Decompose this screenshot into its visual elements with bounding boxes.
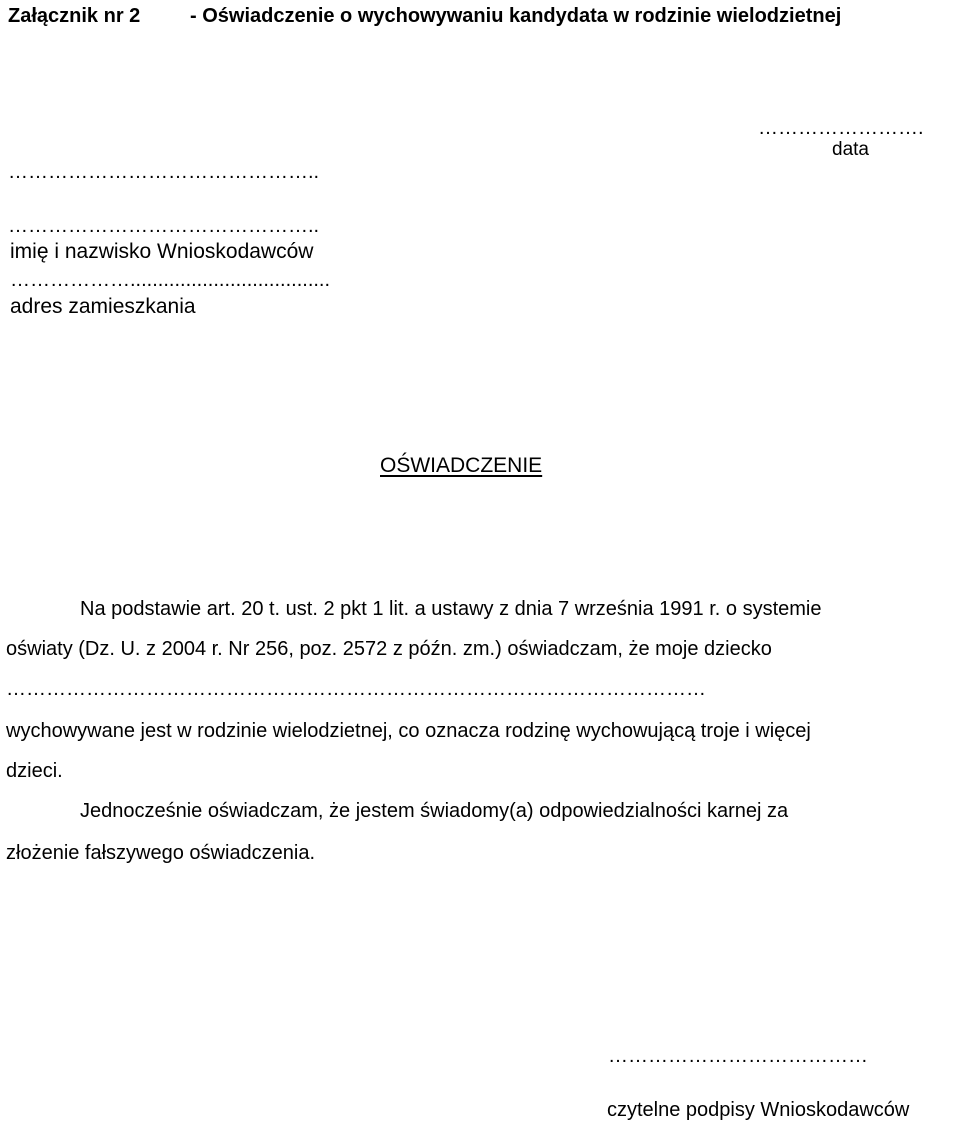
- statement-line-1: Na podstawie art. 20 t. ust. 2 pkt 1 lit. a ustawy z dnia 7 września 1991 r. o systemie: [80, 598, 822, 620]
- date-dotted-line: …………………….: [758, 117, 924, 139]
- statement-title: OŚWIADCZENIE: [380, 454, 543, 477]
- statement-line-4: wychowywane jest w rodzinie wielodzietnej, co oznacza rodzinę wychowującą troje i więcej: [6, 720, 811, 742]
- applicant-dotted-line-2: ………………………………………..: [8, 215, 320, 237]
- applicant-dotted-line-1: ………………………………………..: [8, 161, 320, 183]
- signature-label: czytelne podpisy Wnioskodawców: [607, 1099, 910, 1121]
- address-label: adres zamieszkania: [10, 295, 196, 318]
- statement-line-6: Jednocześnie oświadczam, że jestem świadomy(a) odpowiedzialności karnej za: [80, 800, 789, 822]
- statement-line-7: złożenie fałszywego oświadczenia.: [6, 842, 316, 864]
- child-name-dotted-line: ……………………………………………………………………………………………: [6, 678, 706, 700]
- applicant-name-label: imię i nazwisko Wnioskodawców: [10, 240, 314, 263]
- address-dotted-line: ………………....................................: [10, 269, 331, 291]
- document-title: - Oświadczenie o wychowywaniu kandydata w rodzinie wielodzietnej: [190, 5, 842, 27]
- statement-line-2: oświaty (Dz. U. z 2004 r. Nr 256, poz. 2572 z późn. zm.) oświadczam, że moje dziecko: [6, 638, 772, 660]
- statement-line-5: dzieci.: [6, 760, 63, 782]
- signature-dotted-line: …………………………………: [608, 1045, 868, 1067]
- attachment-label: Załącznik nr 2: [8, 5, 141, 27]
- date-label: data: [832, 139, 869, 160]
